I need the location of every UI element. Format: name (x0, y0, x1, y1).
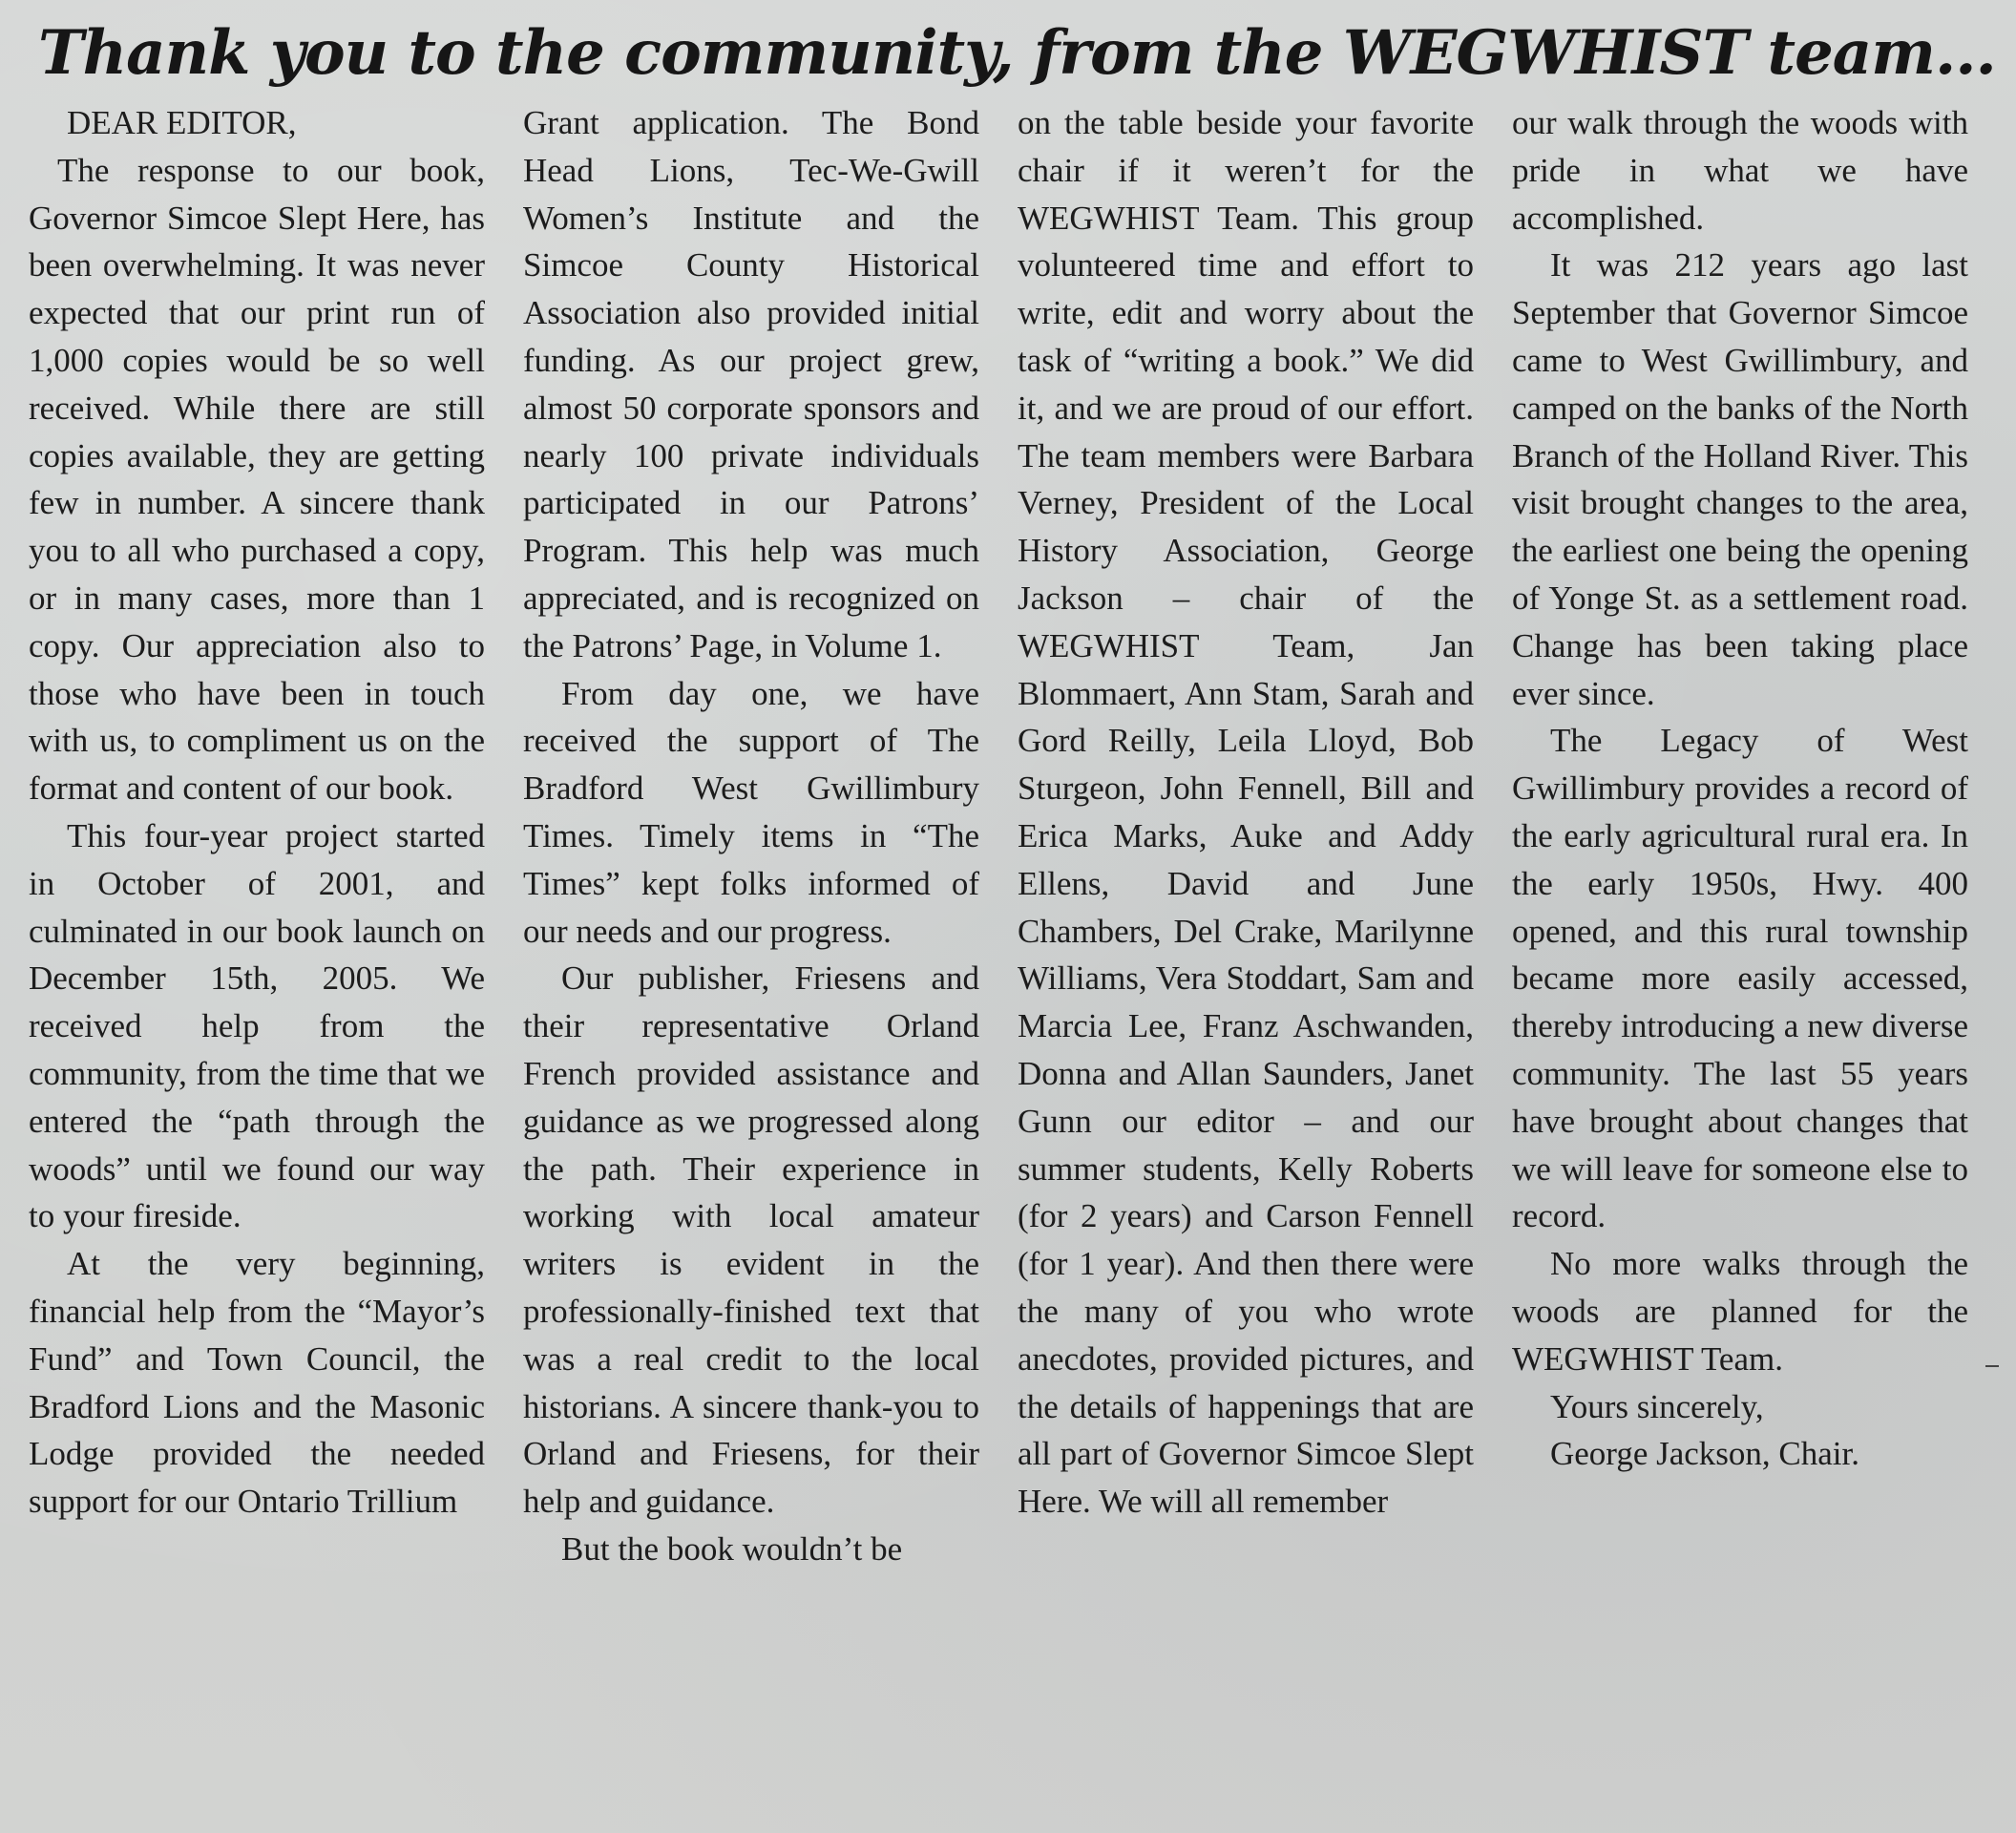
paragraph: From day one, we have received the support of The Bradford West Gwillimbury Times. Timely items in “The Times” kept folks informed of our needs and our progress. (523, 674, 979, 950)
headline: Thank you to the community, from the WEGWHIST team... (38, 17, 1996, 89)
paragraph: The response to our book, Governor Simcoe Slept Here, has been overwhelming. It was never expected that our print run of 1,000 copies would be so well received. While there are still copies available, they are getting few in number. A sincere thank you to all who purchased a copy, or in many cases, more than 1 copy. Our appreciation also to those who have been in touch with us, to compliment us on the format and content of our book. (29, 151, 485, 808)
column-2 (523, 99, 979, 1827)
paragraph: No more walks through the woods are planned for the WEGWHIST Team. (1512, 1245, 1968, 1378)
paragraph: Our publisher, Friesens and their representative Orland French provided assistance and guidance as we progressed along the path. Their experience in working with local amateur writers is evident in the professionally-finished text that was a real credit to the local historians. A sincere thank-you to Orland and Friesens, for their help and guidance. (523, 959, 979, 1521)
signature: George Jackson, Chair. (1550, 1435, 1860, 1473)
closing: Yours sincerely, (1550, 1387, 1764, 1425)
column-1 (29, 99, 485, 1827)
paragraph: But the book wouldn’t be (561, 1529, 903, 1568)
paragraph: our walk through the woods with pride in what we have accomplished. (1512, 104, 1968, 237)
paragraph: At the very beginning, financial help from the “Mayor’s Fund” and Town Council, the Bradford Lions and the Masonic Lodge provided the needed support for our Ontario Trillium (29, 1245, 485, 1521)
paragraph: It was 212 years ago last September that Governor Simcoe came to West Gwillimbury, and camped on the banks of the North Branch of the Holland River. This visit brought changes to the area, the earliest one being the opening of Yonge St. as a settlement road. Change has been taking place ever since. (1512, 246, 1968, 712)
paragraph: The Legacy of West Gwillimbury provides a record of the early agricultural rural era. In the early 1950s, Hwy. 400 opened, and this rural township became more easily accessed, thereby introducing a new diverse community. The last 55 years have brought about changes that we will leave for someone else to record. (1512, 722, 1968, 1235)
column-rule-mark (1985, 1365, 1999, 1367)
paragraph: This four-year project started in October of 2001, and culminated in our book launch on December 15th, 2005. We received help from the community, from the time that we entered the “path through the woods” until we found our way to your fireside. (29, 816, 485, 1235)
column-3 (1018, 99, 1474, 1827)
column-4 (1512, 99, 1968, 1827)
paragraph: Grant application. The Bond Head Lions, Tec-We-Gwill Women’s Institute and the Simcoe County Historical Association also provided initial funding. As our project grew, almost 50 corporate sponsors and nearly 100 private individuals participated in our Patrons’ Program. This help was much appreciated, and is recognized on the Patrons’ Page, in Volume 1. (523, 104, 979, 664)
salutation: DEAR EDITOR, (67, 104, 297, 141)
article-columns (29, 99, 1968, 1827)
paragraph: on the table beside your favorite chair if it weren’t for the WEGWHIST Team. This group volunteered time and effort to write, edit and worry about the task of “writing a book.” We did it, and we are proud of our effort. The team members were Barbara Verney, President of the Local History Association, George Jackson – chair of the WEGWHIST Team, Jan Blommaert, Ann Stam, Sarah and Gord Reilly, Leila Lloyd, Bob Sturgeon, John Fennell, Bill and Erica Marks, Auke and Addy Ellens, David and June Chambers, Del Crake, Marilynne Williams, Vera Stoddart, Sam and Marcia Lee, Franz Aschwanden, Donna and Allan Saunders, Janet Gunn our editor – and our summer students, Kelly Roberts (for 2 years) and Carson Fennell (for 1 year). And then there were the many of you who wrote anecdotes, provided pictures, and the details of happenings that are all part of Governor Simcoe Slept Here. We will all remember (1018, 104, 1474, 1521)
